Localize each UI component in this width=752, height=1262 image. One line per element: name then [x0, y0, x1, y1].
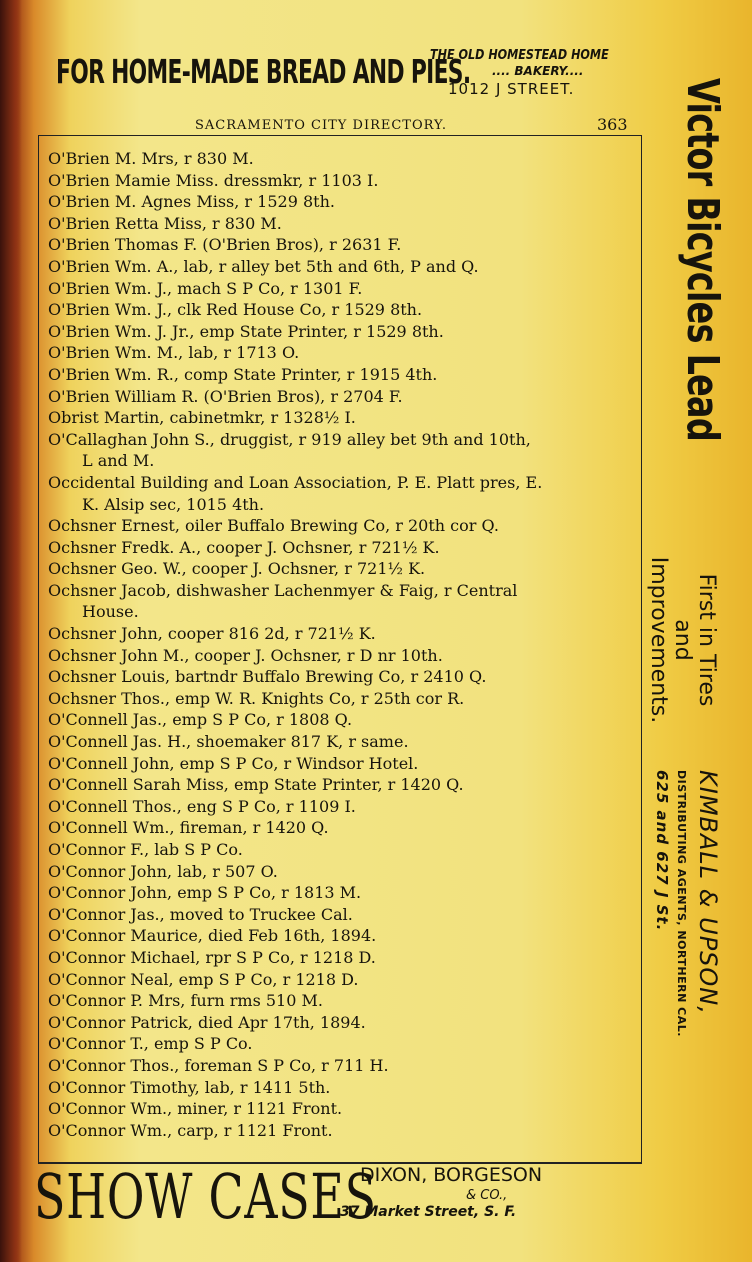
victor-bicycles-text: Victor Bicycles Lead: [677, 78, 728, 442]
directory-entry: O'Connell Thos., eng S P Co, r 1109 I.: [48, 796, 356, 816]
bakery-name-line2: .... BAKERY....: [492, 64, 584, 78]
dixon-address: 37 Market Street, S. F.: [340, 1204, 517, 1220]
directory-entry: Ochsner Geo. W., cooper J. Ochsner, r 721½ K.: [48, 559, 426, 579]
directory-entry: O'Connor Neal, emp S P Co, r 1218 D.: [48, 969, 359, 989]
directory-entry: Ochsner Thos., emp W. R. Knights Co, r 25th cor R.: [48, 688, 465, 708]
directory-entry: O'Brien Wm. A., lab, r alley bet 5th and 6th, P and Q.: [48, 256, 479, 276]
bakery-name-line1: THE OLD HOMESTEAD HOME: [430, 48, 609, 63]
tires-line3: Improvements.: [646, 556, 671, 724]
directory-listing: [48, 148, 633, 1141]
directory-entry: Ochsner Ernest, oiler Buffalo Brewing Co, r 20th cor Q.: [48, 516, 499, 536]
directory-entry: O'Brien Wm. J., mach S P Co, r 1301 F.: [48, 278, 363, 298]
directory-entry: O'Connor Timothy, lab, r 1411 5th.: [48, 1077, 331, 1097]
directory-entry: Ochsner Fredk. A., cooper J. Ochsner, r 721½ K.: [48, 537, 440, 557]
directory-entry: Obrist Martin, cabinetmkr, r 1328½ I.: [48, 408, 356, 428]
directory-entry: O'Callaghan John S., druggist, r 919 alley bet 9th and 10th,: [48, 429, 531, 449]
directory-entry: O'Brien Wm. J. Jr., emp State Printer, r 1529 8th.: [48, 321, 444, 341]
directory-entry: O'Brien Retta Miss, r 830 M.: [48, 213, 282, 233]
directory-entry: O'Connell Sarah Miss, emp State Printer, r 1420 Q.: [48, 775, 464, 795]
bottom-advertisement: [34, 1160, 674, 1233]
directory-entry: O'Brien Wm. R., comp State Printer, r 1915 4th.: [48, 364, 438, 384]
directory-entry: O'Connell Wm., fireman, r 1420 Q.: [48, 818, 329, 838]
directory-entry: O'Connell Jas., emp S P Co, r 1808 Q.: [48, 710, 353, 730]
directory-entry: O'Connor Patrick, died Apr 17th, 1894.: [48, 1012, 366, 1032]
directory-entry: O'Connor Michael, rpr S P Co, r 1218 D.: [48, 947, 376, 967]
directory-entry: O'Connor Thos., foreman S P Co, r 711 H.: [48, 1055, 389, 1075]
directory-entry: O'Brien M. Mrs, r 830 M.: [48, 149, 254, 168]
directory-entry: O'Connor P. Mrs, furn rms 510 M.: [48, 991, 323, 1011]
directory-entry: O'Connor Wm., miner, r 1121 Front.: [48, 1099, 343, 1119]
directory-entry: O'Connor John, emp S P Co, r 1813 M.: [48, 883, 362, 903]
kimball-description: DISTRIBUTING AGENTS, NORTHERN CAL.: [675, 770, 688, 1037]
directory-entry: O'Brien Wm. J., clk Red House Co, r 1529 8th.: [48, 300, 423, 320]
dixon-company-name: DIXON, BORGESON: [360, 1164, 543, 1186]
tires-line2: and: [670, 619, 695, 661]
page-number: 363: [597, 115, 628, 134]
directory-entry: O'Brien Mamie Miss. dressmkr, r 1103 I.: [48, 170, 379, 190]
kimball-address: 625 and 627 J St.: [653, 770, 671, 932]
directory-entry: O'Connor John, lab, r 507 O.: [48, 861, 278, 881]
show-cases-headline: SHOW CASES: [34, 1160, 377, 1233]
directory-entry: O'Connell John, emp S P Co, r Windsor Hotel.: [48, 753, 419, 773]
tires-line1: First in Tires: [694, 573, 719, 707]
directory-entry: O'Brien Wm. M., lab, r 1713 O.: [48, 343, 300, 363]
directory-entry: Ochsner Louis, bartndr Buffalo Brewing Co, r 2410 Q.: [48, 667, 487, 687]
directory-entry: O'Connor T., emp S P Co.: [48, 1034, 253, 1054]
running-head: SACRAMENTO CITY DIRECTORY.: [195, 118, 448, 133]
kimball-upson-ad: [653, 770, 722, 1190]
directory-entry: O'Brien Thomas F. (O'Brien Bros), r 2631 F.: [48, 235, 402, 255]
directory-entry: Occidental Building and Loan Association, P. E. Platt pres, E.: [48, 472, 543, 492]
bakery-address: 1012 J STREET.: [448, 80, 575, 98]
directory-entry: Ochsner John, cooper 816 2d, r 721½ K.: [48, 624, 376, 644]
directory-entry: Ochsner Jacob, dishwasher Lachenmyer & Faig, r Central: [48, 580, 518, 600]
directory-entry: O'Connell Jas. H., shoemaker 817 K, r same.: [48, 732, 409, 752]
dixon-company-co: & CO.,: [466, 1188, 508, 1203]
page-binding-edge: [0, 0, 22, 1262]
top-advertisement: [52, 40, 647, 106]
directory-entry: O'Brien M. Agnes Miss, r 1529 8th.: [48, 192, 335, 212]
bread-pies-headline: FOR HOME-MADE BREAD AND PIES.: [56, 52, 471, 91]
victor-bicycles-ad: [668, 78, 728, 518]
directory-entry: O'Brien William R. (O'Brien Bros), r 2704 F.: [48, 386, 403, 406]
directory-entry: O'Connor Jas., moved to Truckee Cal.: [48, 904, 353, 924]
directory-entry-continuation: K. Alsip sec, 1015 4th.: [82, 494, 265, 514]
directory-entry: O'Connor Maurice, died Feb 16th, 1894.: [48, 926, 377, 946]
kimball-name: KIMBALL & UPSON,: [694, 770, 722, 1015]
directory-entry-continuation: L and M.: [82, 451, 155, 471]
directory-entry: Ochsner John M., cooper J. Ochsner, r D nr 10th.: [48, 645, 443, 665]
tires-ad: [646, 540, 718, 740]
directory-entry: O'Connor Wm., carp, r 1121 Front.: [48, 1120, 333, 1140]
directory-entry: O'Connor F., lab S P Co.: [48, 840, 243, 859]
directory-entry-continuation: House.: [82, 602, 139, 622]
